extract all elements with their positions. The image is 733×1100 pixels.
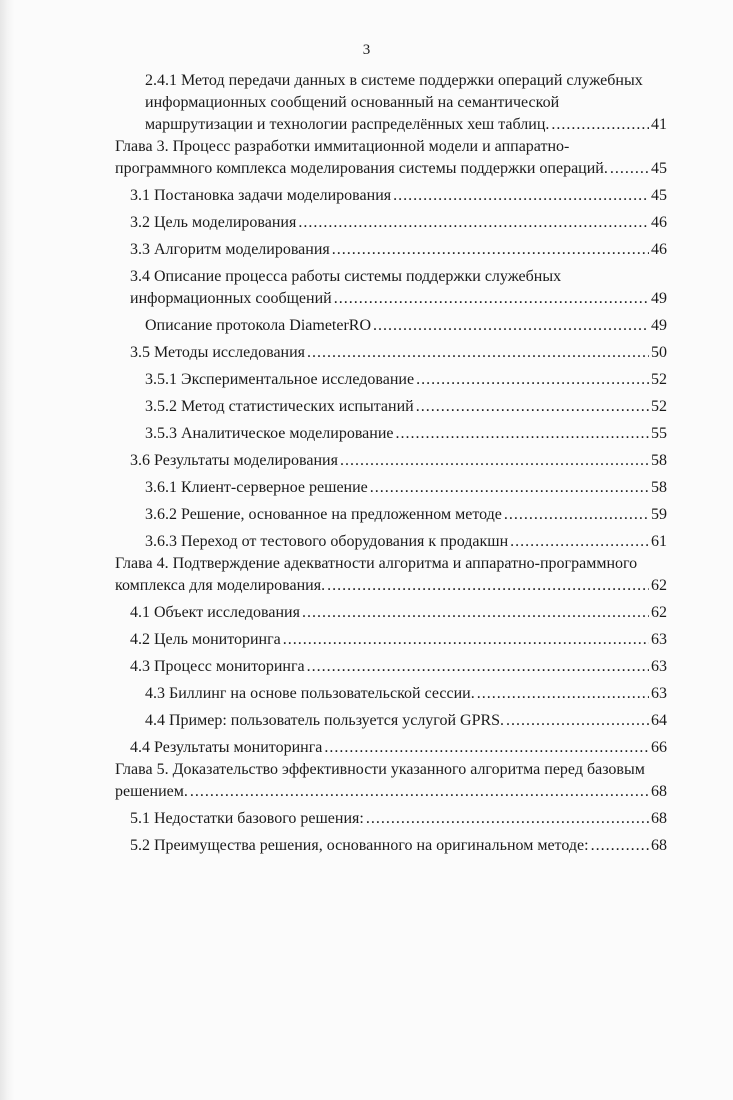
- toc-page-number: 62: [651, 604, 667, 621]
- toc-section-entry[interactable]: [115, 504, 667, 526]
- toc-entry-last-line: [145, 504, 667, 526]
- dot-leader: [506, 710, 649, 732]
- dot-leader: [283, 629, 649, 651]
- dot-leader: [393, 185, 649, 207]
- toc-page-number: 55: [651, 425, 667, 442]
- toc-page-number: 68: [651, 810, 667, 827]
- toc-chapter-entry[interactable]: [115, 136, 667, 180]
- toc-page-number: 52: [651, 371, 667, 388]
- toc-entry-title: 3.3 Алгоритм моделирования: [130, 241, 330, 258]
- toc-entry-title: 3.6.3 Переход от тестового оборудования к продакшн: [145, 533, 509, 550]
- toc-entry-line: 3.4 Описание процесса работы системы поддержки служебных: [130, 268, 562, 285]
- toc-entry-title: 5.2 Преимущества решения, основанного на оригинальном методе:: [130, 837, 589, 854]
- toc-section-entry[interactable]: [115, 683, 667, 705]
- dot-leader: [373, 315, 649, 337]
- toc-entry-last-line: [145, 396, 667, 418]
- toc-section-entry[interactable]: [115, 656, 667, 678]
- toc-entry-title: 4.2 Цель мониторинга: [130, 631, 281, 648]
- toc-page-number: 68: [651, 837, 667, 854]
- dot-leader: [504, 504, 649, 526]
- toc-entry-title: 3.5 Методы исследования: [130, 344, 306, 361]
- dot-leader: [477, 683, 649, 705]
- toc-page-number: 58: [651, 452, 667, 469]
- toc-section-entry[interactable]: [115, 239, 667, 261]
- toc-section-entry[interactable]: [115, 835, 667, 857]
- dot-leader: [190, 781, 649, 803]
- toc-entry-last-line: [115, 575, 667, 597]
- dot-leader: [416, 369, 649, 391]
- page-number: 3: [362, 42, 371, 58]
- toc-entry-title: Описание протокола DiameterRO: [145, 317, 372, 334]
- toc-entry-line: 2.4.1 Метод передачи данных в системе поддержки операций служебных: [145, 72, 643, 89]
- toc-entry-title: комплекса для моделирования.: [115, 577, 326, 594]
- dot-leader: [298, 212, 649, 234]
- toc-entry-title: 3.5.2 Метод статистических испытаний: [145, 398, 414, 415]
- toc-section-entry[interactable]: [115, 423, 667, 445]
- toc-entry-last-line: [130, 239, 667, 261]
- toc-page-number: 46: [651, 214, 667, 231]
- toc-entry-last-line: [145, 531, 667, 553]
- toc-entry-last-line: [130, 602, 667, 624]
- toc-entry-title: 4.4 Результаты мониторинга: [130, 739, 323, 756]
- toc-page-number: 58: [651, 479, 667, 496]
- dot-leader: [307, 342, 649, 364]
- toc-entry-title: решением.: [115, 783, 188, 800]
- scan-edge-shadow: [0, 0, 14, 1100]
- toc-entry-title: 3.6.2 Решение, основанное на предложенном методе: [145, 506, 502, 523]
- toc-page-number: 62: [651, 577, 667, 594]
- toc-entry-last-line: [130, 629, 667, 651]
- toc-entry-title: 3.6 Результаты моделирования: [130, 452, 338, 469]
- dot-leader: [327, 575, 649, 597]
- toc-section-entry[interactable]: [115, 315, 667, 337]
- toc-entry-last-line: [145, 477, 667, 499]
- toc-section-entry[interactable]: [115, 450, 667, 472]
- toc-page-number: 49: [651, 290, 667, 307]
- toc-section-entry[interactable]: [115, 602, 667, 624]
- toc-entry-last-line: [130, 450, 667, 472]
- toc-entry-line: информационных сообщений основанный на семантической: [145, 94, 560, 111]
- toc-page-number: 63: [651, 658, 667, 675]
- toc-section-entry[interactable]: [115, 396, 667, 418]
- toc-page-number: 50: [651, 344, 667, 361]
- toc-section-entry[interactable]: [115, 629, 667, 651]
- dot-leader: [396, 423, 650, 445]
- toc-section-entry[interactable]: [115, 531, 667, 553]
- toc-entry-title: 3.1 Постановка задачи моделирования: [130, 187, 392, 204]
- toc-entry-title: 3.2 Цель моделирования: [130, 214, 297, 231]
- toc-page-number: 59: [651, 506, 667, 523]
- toc-section-entry[interactable]: [115, 369, 667, 391]
- toc-section-entry[interactable]: [115, 710, 667, 732]
- dot-leader: [324, 737, 649, 759]
- dot-leader: [332, 239, 649, 261]
- toc-page-number: 64: [651, 712, 667, 729]
- toc-section-entry[interactable]: [115, 185, 667, 207]
- toc-entry-line: Глава 4. Подтверждение адекватности алгоритма и аппаратно-программного: [115, 555, 638, 572]
- toc-section-entry[interactable]: [115, 737, 667, 759]
- toc-page-number: 61: [651, 533, 667, 550]
- dot-leader: [591, 835, 649, 857]
- toc-entry-line: Глава 3. Процесс разработки иммитационной модели и аппаратно-: [115, 138, 570, 155]
- toc-entry-last-line: [130, 737, 667, 759]
- toc-section-entry[interactable]: [115, 477, 667, 499]
- toc-entry-last-line: [130, 212, 667, 234]
- toc-chapter-entry[interactable]: [115, 759, 667, 803]
- toc-page-number: 45: [651, 160, 667, 177]
- toc-page-number: 52: [651, 398, 667, 415]
- toc-section-entry[interactable]: [115, 266, 667, 310]
- toc-page-number: 66: [651, 739, 667, 756]
- toc-page-number: 41: [651, 116, 667, 133]
- toc-section-entry[interactable]: [115, 70, 667, 136]
- toc-chapter-entry[interactable]: [115, 553, 667, 597]
- toc-entry-title: 4.3 Процесс мониторинга: [130, 658, 305, 675]
- dot-leader: [416, 396, 649, 418]
- toc-entry-line: Глава 5. Доказательство эффективности указанного алгоритма перед базовым: [115, 761, 645, 778]
- dot-leader: [334, 288, 649, 310]
- toc-entry-title: программного комплекса моделирования системы поддержки операций.: [115, 160, 608, 177]
- toc-entry-last-line: [145, 369, 667, 391]
- toc-entry-title: 4.4 Пример: пользователь пользуется услугой GPRS.: [145, 712, 505, 729]
- toc-entry-title: 3.5.1 Экспериментальное исследование: [145, 371, 415, 388]
- toc-entry-last-line: [130, 808, 667, 830]
- toc-entry-last-line: [115, 158, 667, 180]
- toc-section-entry[interactable]: [115, 808, 667, 830]
- toc-entry-last-line: [145, 423, 667, 445]
- dot-leader: [510, 531, 649, 553]
- toc-section-entry[interactable]: [115, 212, 667, 234]
- toc-page-number: 46: [651, 241, 667, 258]
- toc-entry-last-line: [145, 710, 667, 732]
- toc-entry-title: 3.6.1 Клиент-серверное решение: [145, 479, 368, 496]
- toc-entry-title: 5.1 Недостатки базового решения:: [130, 810, 364, 827]
- dot-leader: [366, 808, 649, 830]
- toc-entry-last-line: [115, 781, 667, 803]
- toc-entry-last-line: [145, 315, 667, 337]
- toc-entry-last-line: [130, 288, 667, 310]
- dot-leader: [340, 450, 649, 472]
- toc-entry-title: информационных сообщений: [130, 290, 332, 307]
- toc-entry-title: 3.5.3 Аналитическое моделирование: [145, 425, 394, 442]
- toc-entry-title: 4.1 Объект исследования: [130, 604, 300, 621]
- toc-page-number: 49: [651, 317, 667, 334]
- dot-leader: [302, 602, 649, 624]
- toc-entry-title: маршрутизации и технологии распределённых хеш таблиц.: [145, 116, 550, 133]
- toc-entry-title: 4.3 Биллинг на основе пользовательской сессии.: [145, 685, 475, 702]
- table-of-contents: [115, 70, 667, 857]
- toc-page-number: 63: [651, 631, 667, 648]
- toc-entry-last-line: [130, 656, 667, 678]
- dot-leader: [610, 158, 649, 180]
- toc-page-number: 68: [651, 783, 667, 800]
- toc-section-entry[interactable]: [115, 342, 667, 364]
- toc-page-number: 45: [651, 187, 667, 204]
- toc-entry-last-line: [130, 185, 667, 207]
- toc-entry-last-line: [145, 683, 667, 705]
- toc-entry-last-line: [130, 835, 667, 857]
- dot-leader: [551, 114, 649, 136]
- dot-leader: [307, 656, 649, 678]
- toc-entry-last-line: [130, 342, 667, 364]
- toc-page-number: 63: [651, 685, 667, 702]
- dot-leader: [370, 477, 649, 499]
- toc-entry-last-line: [145, 114, 667, 136]
